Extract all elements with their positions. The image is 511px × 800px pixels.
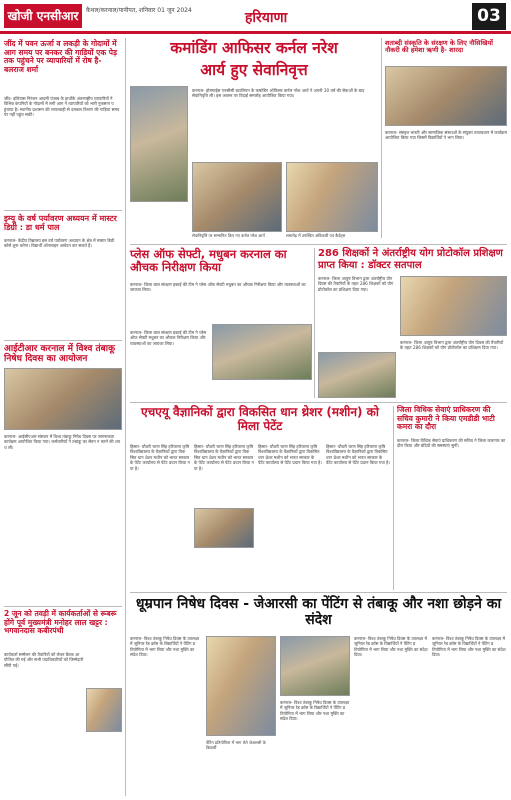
body-patent-col4: हिसार- चौधरी चरण सिंह हरियाणा कृषि विश्वविद्यालय के वैज्ञानिकों द्वारा विकसित धान थ्रेशर मशीन को भारत सरकार के पेटेंट कार्यालय से पेटेंट प्रदान किया गया है। [326, 444, 390, 466]
brand-logo: खोजी एनसीआर [4, 4, 82, 28]
column-rule [125, 38, 126, 796]
body-no-smoking-col5: करनाल- विश्व तंबाकू निषेध दिवस के उपलक्ष्य में जूनियर रेड क्रॉस के विद्यार्थियों ने पेंटिंग प्रतियोगिता में भाग लिया और नशा मुक्ति का संदेश दिया। [432, 636, 506, 658]
headline-no-smoking: धूम्रपान निषेध दिवस - जेआरसी का पेंटिंग से तंबाकू और नशा छोड़ने का संदेश [135, 596, 502, 629]
lead-caption-2: समारोह में उपस्थित अधिकारी एवं कैडेट्स [286, 233, 346, 238]
body-yoga: करनाल- जिला आयुष विभाग द्वारा अंतर्राष्ट्रीय योग दिवस की तैयारियों के तहत 286 शिक्षकों को योग प्रोटोकॉल का प्रशिक्षण दिया गया। [318, 276, 394, 292]
divider [4, 340, 122, 341]
lead-headline-2: आर्य हुए सेवानिवृत्त [200, 61, 308, 79]
lead-photo-portrait [130, 86, 188, 202]
column-rule [381, 38, 382, 238]
photo-painting-1 [206, 636, 276, 736]
lead-photo-1 [192, 162, 282, 232]
photo-painting-2 [280, 636, 350, 696]
photo-yoga-2 [318, 352, 396, 398]
page-number: 03 [472, 3, 506, 30]
divider [4, 210, 122, 211]
photo-portrait [86, 688, 122, 732]
divider [130, 402, 507, 403]
masthead [0, 0, 511, 34]
body-patent: हिसार- चौधरी चरण सिंह हरियाणा कृषि विश्वविद्यालय के वैज्ञानिकों द्वारा विकसित धान थ्रेशर मशीन को भारत सरकार के पेटेंट कार्यालय से पेटेंट प्रदान किया गया है। [130, 444, 190, 471]
body-jind: जींद- इलियास निरंजन आदमी पंजाब के हाथोंके अंतरराष्ट्रीय व्यापारियों ने विभिन्न कंपनियों के गोदामों में लगी आग ने व्यापारियों को भारी नुकसान पहुंचाया है। स्थानीय प्रशासन की लापरवाही से दमकल विभाग की गाड़ियां समय पर नहीं पहुंच सकीं। [4, 96, 120, 118]
lead-body: करनाल- होमगार्ड्स एनसीसी बटालियन के कमांडिंग ऑफिसर कर्नल नरेश आर्य ने अपनी 30 वर्ष की सेवाओं के बाद सेवानिवृत्ति ली। इस अवसर पर विदाई समारोह आयोजित किया गया। [192, 88, 365, 99]
headline-patent: एचएयू वैज्ञानिकों द्वारा विकसित धान थ्रेशर (मशीन) को मिला पेटेंट [140, 405, 380, 433]
caption-painting: पेंटिंग प्रतियोगिता में भाग लेते जेआरसी के विद्यार्थी [206, 740, 266, 750]
photo-yoga-1 [400, 276, 507, 336]
headline-place-of-safety: प्लेस ऑफ सेफ्टी, मधुबन करनाल का औचक निरीक्षण किया [130, 247, 287, 275]
headline-legal: जिला विधिक सेवाएं प्राधिकरण की सचिव कुमारी ने किया एमडीडी भाटी कमरा का दौरा [397, 405, 495, 432]
headline-jind: जींद में पवन ऊर्जा व लकड़ी के गोदामों में आग समय पर बनकर की गाडियों एक पेड़ तक पहुंचने पर व्यापारियों में रोष है- बलराज शर्मा [4, 39, 117, 74]
headline-icar: आईटीआर करनाल में विश्व तंबाकू निषेध दिवस का आयोजन [4, 344, 115, 365]
body-patent-col3: हिसार- चौधरी चरण सिंह हरियाणा कृषि विश्वविद्यालय के वैज्ञानिकों द्वारा विकसित धान थ्रेशर मशीन को भारत सरकार के पेटेंट कार्यालय से पेटेंट प्रदान किया गया है। [258, 444, 322, 466]
body-no-smoking-col3: करनाल- विश्व तंबाकू निषेध दिवस के उपलक्ष्य में जूनियर रेड क्रॉस के विद्यार्थियों ने पेंटिंग प्रतियोगिता में भाग लिया और नशा मुक्ति का संदेश दिया। [280, 700, 350, 722]
body-env-study: करनाल- केंद्रीय विद्यालय इस वर्ष पर्यावरण अध्ययन के क्षेत्र में मास्टर डिग्री कोर्स शुरू करेगा। विद्यार्थी ऑनलाइन आवेदन कर सकते हैं। [4, 238, 115, 249]
column-rule [314, 248, 315, 398]
body-place-of-safety-cont: करनाल- जिला बाल संरक्षण इकाई की टीम ने प्लेस ऑफ सेफ्टी मधुबन का औचक निरीक्षण किया और व्यवस्थाओं का जायजा लिया। [130, 330, 207, 346]
headline-yoga: 286 शिक्षकों ने अंतर्राष्ट्रीय योग प्रोटोकॉल प्रशिक्षण प्राप्त किया : डॉक्टर सतपाल [318, 248, 503, 271]
photo-patent [194, 508, 254, 548]
photo-place-of-safety [212, 324, 312, 380]
lead-caption-1: सेवानिवृत्ति पर सम्मानित किए गए कर्नल नरेश आर्य [192, 233, 265, 238]
body-place-of-safety: करनाल- जिला बाल संरक्षण इकाई की टीम ने प्लेस ऑफ सेफ्टी मधुबन का औचक निरीक्षण किया और व्यवस्थाओं का जायजा लिया। [130, 282, 306, 293]
body-no-smoking: करनाल- विश्व तंबाकू निषेध दिवस के उपलक्ष्य में जूनियर रेड क्रॉस के विद्यार्थियों ने पेंटिंग प्रतियोगिता में भाग लिया और नशा मुक्ति का संदेश दिया। [130, 636, 200, 658]
divider [4, 606, 122, 607]
lead-photo-2 [286, 162, 378, 232]
column-rule [393, 406, 394, 590]
body-patent-col2: हिसार- चौधरी चरण सिंह हरियाणा कृषि विश्वविद्यालय के वैज्ञानिकों द्वारा विकसित धान थ्रेशर मशीन को भारत सरकार के पेटेंट कार्यालय से पेटेंट प्रदान किया गया है। [194, 444, 254, 471]
photo-sanskriti [385, 66, 507, 126]
headline-sanskriti: शताब्दी संस्कृति के संरक्षण के लिए नौसिखियों नौकरी की हमेशा ऋणी है- शारदा [385, 39, 493, 55]
body-sanskriti: करनाल- संस्कृत भारती और सामाजिक संस्थाओं के संयुक्त तत्वावधान में कार्यक्रम आयोजित किया गया जिसमें विद्यार्थियों ने भाग लिया। [385, 130, 507, 141]
lead-headline-1: कमांडिंग आफिसर कर्नल नरेश [170, 39, 338, 57]
headline-env-study: इम्यू के वर्ष पर्यावरण अध्ययन में मास्टर डिग्री : डा धर्म पाल [4, 214, 117, 233]
body-yoga-cont: करनाल- जिला आयुष विभाग द्वारा अंतर्राष्ट्रीय योग दिवस की तैयारियों के तहत 286 शिक्षकों को योग प्रोटोकॉल का प्रशिक्षण दिया गया। [400, 340, 504, 351]
divider [130, 592, 507, 593]
body-no-smoking-col4: करनाल- विश्व तंबाकू निषेध दिवस के उपलक्ष्य में जूनियर रेड क्रॉस के विद्यार्थियों ने पेंटिंग प्रतियोगिता में भाग लिया और नशा मुक्ति का संदेश दिया। [354, 636, 428, 658]
headline-khattar: 2 जून को तवड़ी में कार्यकर्ताओं से रूबरू होंगे पूर्व मुख्यमंत्री मनोहर लाल खट्टर : भगवानदास कबीरपंथी [4, 609, 117, 636]
date-line: कैथल/करनाल/पानीपत, शनिवार 01 जून 2024 [86, 7, 192, 14]
body-legal: करनाल- जिला विधिक सेवाएं प्राधिकरण की सचिव ने जिला कारागार का दौरा किया और बंदियों की समस्याएं सुनीं। [397, 438, 506, 449]
section-title: हरियाणा [245, 10, 288, 26]
divider [130, 244, 507, 245]
body-icar: करनाल- आईसीएआर संस्थान में विश्व तंबाकू निषेध दिवस पर जागरूकता कार्यक्रम आयोजित किया गया। कर्मचारियों ने तंबाकू का सेवन न करने की शपथ ली। [4, 434, 121, 450]
photo-icar-event [4, 368, 122, 430]
body-khattar: कार्यकर्ता सम्मेलन की तैयारियों को लेकर बैठक आयोजित की गई और सभी पदाधिकारियों को जिम्मेदारी सौंपी गई। [4, 652, 84, 668]
